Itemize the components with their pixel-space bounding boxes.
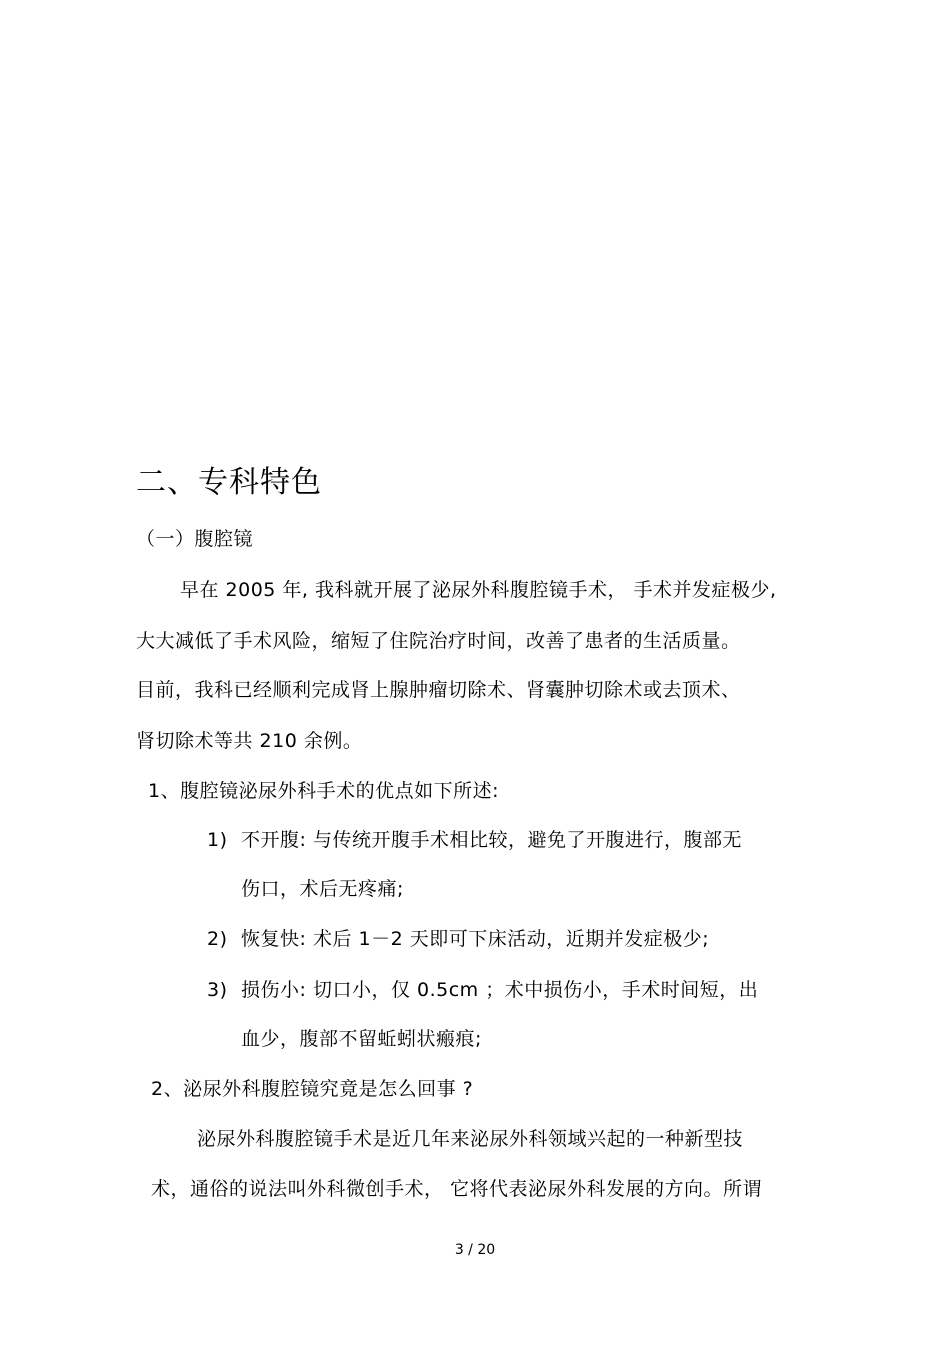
- list-item: [207, 978, 758, 1002]
- list-item-number: 3): [207, 979, 228, 1001]
- list-title: 2、泌尿外科腹腔镜究竟是怎么回事 ?: [151, 1078, 474, 1100]
- page-indicator: 3 / 20: [454, 1242, 496, 1258]
- list-item-continuation: 伤口，术后无疼痛;: [241, 878, 404, 900]
- section-heading: 二、专科特色: [136, 465, 322, 500]
- list-item-text: 恢复快: 术后 1－2 天即可下床活动，近期并发症极少;: [241, 928, 710, 950]
- paragraph-line: 术，通俗的说法叫外科微创手术， 它将代表泌尿外科发展的方向。所谓: [151, 1178, 763, 1200]
- list-item-number: 2): [207, 928, 228, 950]
- list-item-continuation: 血少，腹部不留蚯蚓状瘢痕;: [241, 1028, 482, 1050]
- list-item-number: 1): [207, 829, 228, 851]
- list-item: [207, 927, 709, 951]
- paragraph-line: 泌尿外科腹腔镜手术是近几年来泌尿外科领域兴起的一种新型技: [197, 1128, 744, 1150]
- paragraph-line: 目前，我科已经顺利完成肾上腺肿瘤切除术、肾囊肿切除术或去顶术、: [136, 679, 741, 701]
- list-title: 1、腹腔镜泌尿外科手术的优点如下所述:: [148, 780, 499, 802]
- subheading: （一）腹腔镜: [136, 528, 254, 550]
- paragraph-line: 大大减低了手术风险，缩短了住院治疗时间，改善了患者的生活质量。: [136, 630, 741, 652]
- paragraph-line: 肾切除术等共 210 余例。: [136, 730, 363, 752]
- list-item-text: 损伤小: 切口小，仅 0.5cm ；术中损伤小，手术时间短，出: [241, 979, 759, 1001]
- list-item: [207, 828, 742, 852]
- list-item-text: 不开腹: 与传统开腹手术相比较，避免了开腹进行，腹部无: [241, 829, 742, 851]
- paragraph-line: 早在 2005 年, 我科就开展了泌尿外科腹腔镜手术， 手术并发症极少,: [180, 579, 777, 601]
